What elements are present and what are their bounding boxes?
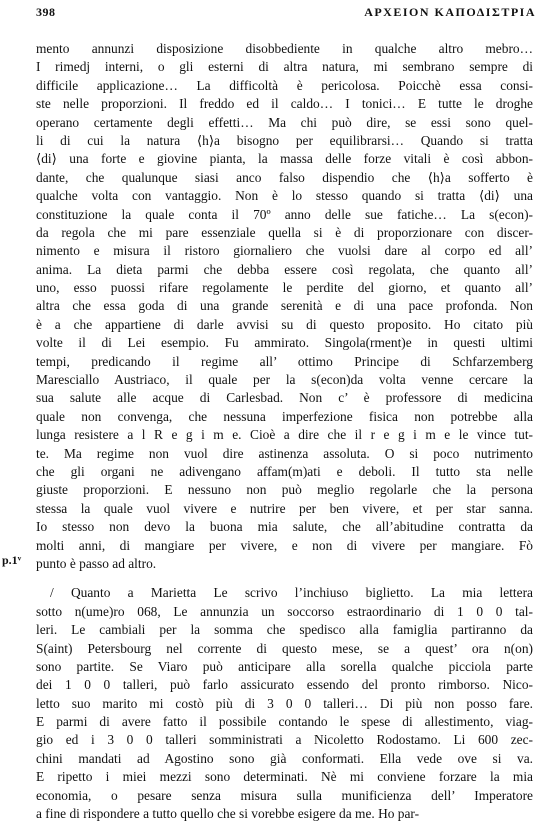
- text-line: sotto n(ume)ro 068, Le annunzia un soccorso estraordinario di 1 0 0 tal-: [36, 603, 533, 619]
- text-line: S(aint) Petersbourg nel corrente di questo mese, se a quest’ ora n(on): [36, 640, 533, 656]
- text-line: a fine di rispondere a tutto quello che si vorebbe esigere da me. Ho par-: [36, 806, 420, 822]
- text-line: li di cui la natura ⟨h⟩a bisogno per equilibrarsi… Quando si tratta: [36, 132, 533, 148]
- text-line: volte il di Lei esempio. Fu ammirato. Singola(rment)e in questi ultimi: [36, 335, 533, 351]
- folio-margin-note: p.1ᵛ: [2, 553, 22, 567]
- text-line: sua salute alle acque di Carlesbad. Non c’ è professore di medicina: [36, 390, 533, 406]
- text-line: giuste proporzioni. E nessuno non può meglio regolarle che la persona: [36, 482, 533, 498]
- text-line: operano certamente degli effetti… Ma chi può dire, se essi sono quel-: [36, 114, 533, 130]
- text-line: uno, esso puossi rifare regolamente le perdite del giorno, et quanto all’: [36, 280, 533, 296]
- text-line: quale non convenga, che nessuna imperfezione fisica non potrebbe alla: [36, 408, 533, 424]
- page-header: [36, 5, 536, 23]
- text-line: dei 1 0 0 talleri, può farlo assicurato essendo del pronto rimborso. Nico-: [36, 677, 533, 693]
- text-line: / Quanto a Marietta Le scrivo l’inchiuso biglietto. La mia lettera: [50, 585, 533, 601]
- text-line: constituzione la quale conta il 70º anno delle sue fatiche… La s(econ)-: [36, 206, 533, 222]
- text-line: te. Ma regime non vuol dire astinenza assoluta. O si poco nutrimento: [36, 445, 533, 461]
- text-line: gio ed i 3 0 0 talleri somministrati a Nicoletto Rodostamo. Li 600 zec-: [36, 732, 533, 748]
- text-line: chini mandati ad Agostino sono già conformati. Ella vede ove si va.: [36, 750, 533, 766]
- page-number: 398: [36, 5, 56, 19]
- text-line: Maresciallo Austriaco, il quale per la s(econ)da volta venne cercare la: [36, 372, 533, 388]
- paragraph-gap: [36, 573, 533, 584]
- text-line: altra che essa goda di una grande serenità e di una pace profonda. Non: [36, 298, 533, 314]
- text-line: leri. Le cambiali per la somma che spedisco alla famiglia partiranno da: [36, 622, 533, 638]
- text-line: è a che appartiene di darle avvisi su di questo proposito. Ho citato più: [36, 316, 533, 332]
- text-line: letto suo marito mi costò più di 3 0 0 talleri… Di più non posso fare.: [36, 695, 533, 711]
- paragraph-1: [36, 40, 533, 573]
- running-title: ΑΡΧΕΙΟΝ ΚΑΠΟΔΙΣΤΡΙΑ: [364, 5, 536, 19]
- text-line: E ripetto i miei mezzi sono determinati. Nè mi conviene forzare la mia: [36, 769, 533, 785]
- text-line: stessa la quale vuol vivere e nutrire per ben vivere, et per star sanna.: [36, 500, 533, 516]
- text-line: E parmi di avere fatto il possibile contando le spese di allestimento, viag-: [36, 714, 533, 730]
- text-line: mento annunzi disposizione disobbediente in qualche altro mebro…: [36, 41, 533, 56]
- text-line: anima. La dieta parmi che debba essere così regolata, che quanto all’: [36, 261, 533, 277]
- text-line: dante, che qualunque siasi anco falso dispendio che ⟨h⟩a sofferto è: [36, 169, 533, 185]
- text-line: difficile applicazione… La difficoltà è pericolosa. Poicchè essa consi-: [36, 77, 533, 93]
- text-line: ⟨di⟩ una forte e giovine pianta, la massa delle forze vitali è così abbon-: [36, 151, 533, 167]
- text-line: qualche volta con vantaggio. Non è lo stesso quando si tratta ⟨di⟩ una: [36, 188, 533, 204]
- text-line: punto è passo ad altro.: [36, 555, 157, 571]
- text-line: I rimedj interni, o gli esterni di altra natura, mi sembrano sempre di: [36, 59, 533, 75]
- text-line: tempi, predicando il regime all’ ottimo Principe di Schfarzemberg: [36, 353, 533, 369]
- text-line: sono partite. Se Viaro può anticipare alla sorella qualche picciola parte: [36, 658, 533, 674]
- text-line: che gli organi ne adivengano affam(m)ati e deboli. Il tutto sta nelle: [36, 463, 533, 479]
- text-line: molti anni, di mangiare per vivere, e non di vivere per mangiare. Fò: [36, 537, 533, 553]
- text-line: Io stesso non devo la buona mia salute, che all’abitudine contratta da: [36, 519, 533, 535]
- text-line: nimento e misura il ristoro giornaliero che vuolsi dare al corpo ed all’: [36, 243, 533, 259]
- text-line: economia, o pesare senza misura sulla munificienza dell’ Imperatore: [36, 787, 533, 803]
- text-line: da regola che mi pare essenziale quella si è di proporzionare con discer-: [36, 224, 533, 240]
- text-line: ste nelle proporzioni. Il freddo ed il caldo… I tonici… E tutte le droghe: [36, 96, 533, 112]
- letter-body: [36, 40, 533, 823]
- text-line: lunga resistere a l R e g i m e. Cioè a dire che il r e g i m e le vince tut-: [36, 427, 533, 443]
- paragraph-2: [36, 584, 533, 823]
